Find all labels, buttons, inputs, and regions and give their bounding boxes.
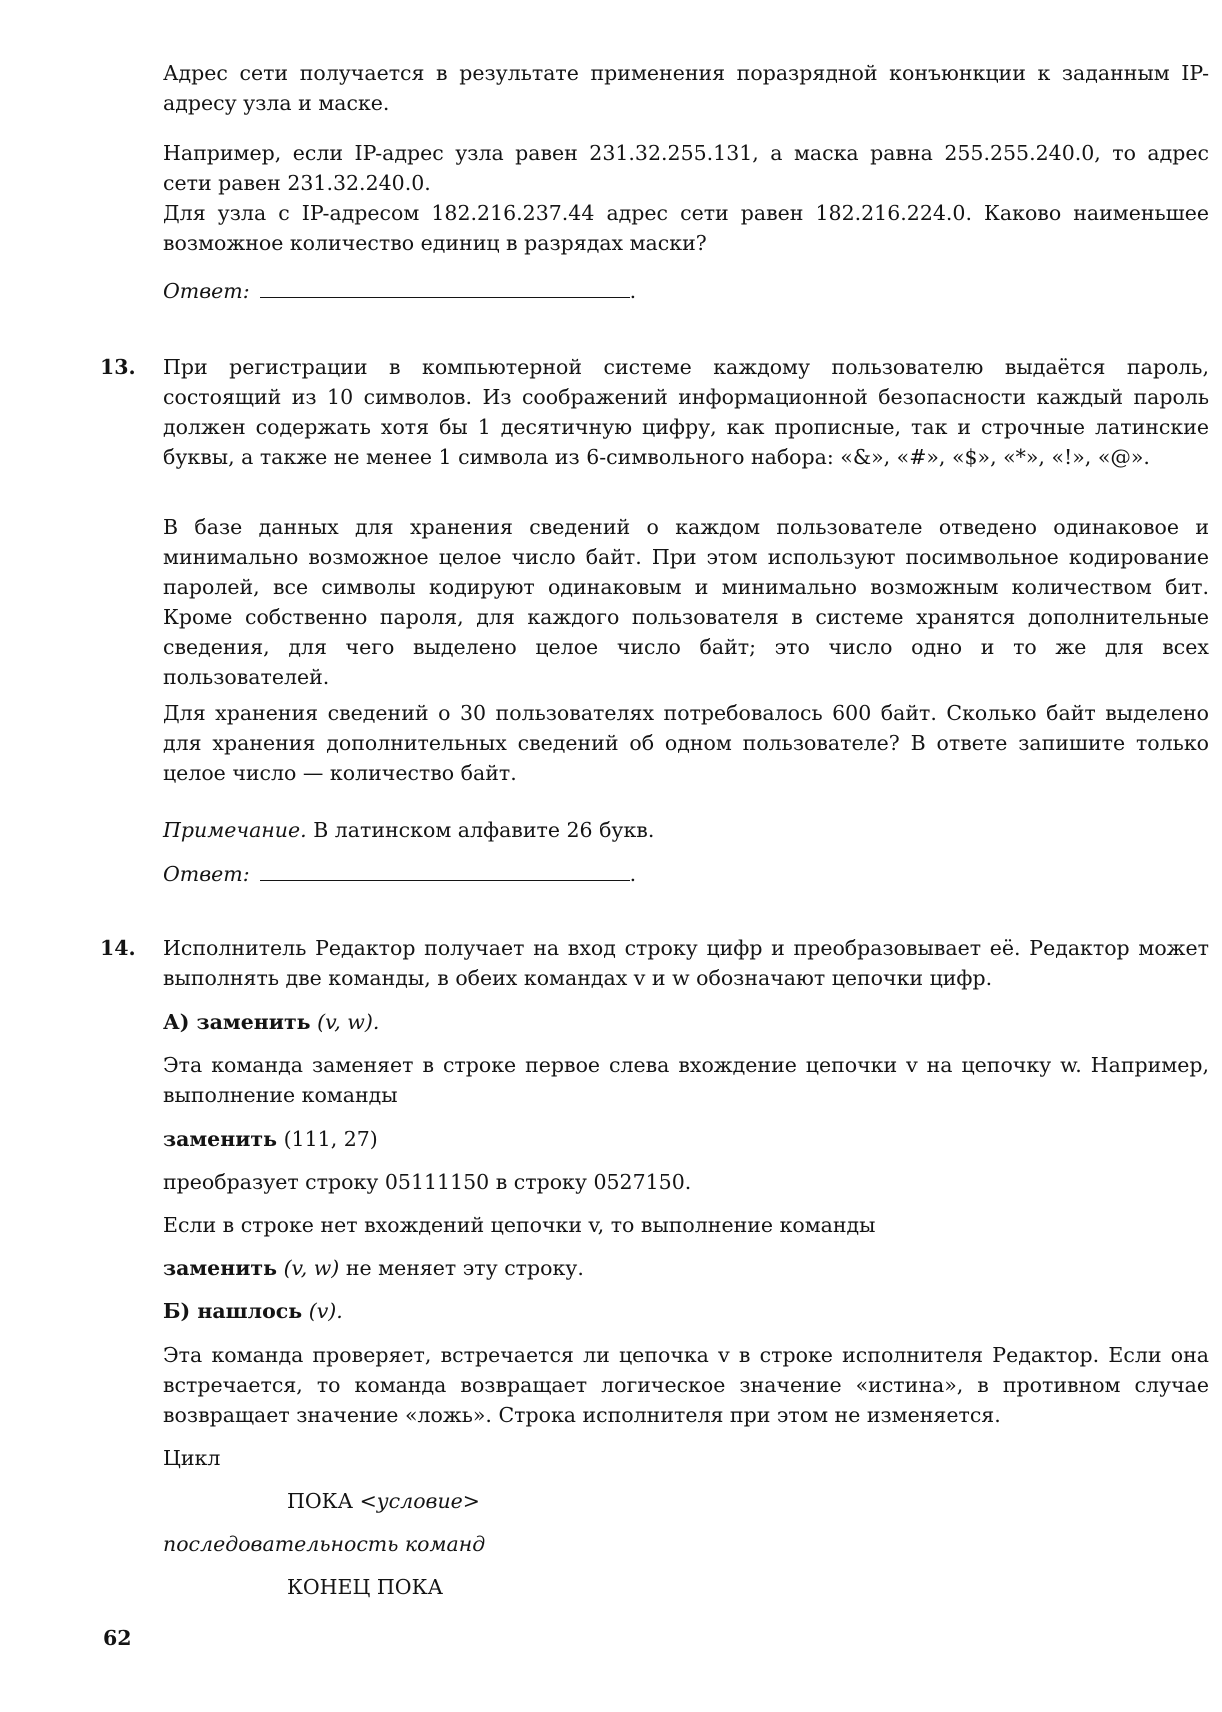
task12-paragraph-1: Адрес сети получается в результате применения поразрядной конъюнкции к заданным IP-адресу узла и маске.	[163, 61, 1209, 115]
answer-field[interactable]	[260, 275, 630, 298]
answer-label: Ответ:	[163, 279, 250, 303]
answer-field[interactable]	[260, 858, 630, 881]
page-number: 62	[103, 1626, 132, 1650]
task14-paragraph-1: Исполнитель Редактор получает на вход строку цифр и преобразовывает её. Редактор может выполнять две команды, в обеих командах v и w обозначают цепочки цифр.	[163, 936, 1209, 990]
task13-note	[163, 815, 1209, 845]
task13-paragraph-1: При регистрации в компьютерной системе каждому пользователю выдаётся пароль, состоящий из 10 символов. Из соображений информационной безопасности каждый пароль должен содержать хотя бы 1 десятичную цифру, как прописные, так и строчные латинские буквы, а также не менее 1 символа из 6-символьного набора: «&», «#», «$», «*», «!», «@».	[163, 355, 1209, 469]
loop-body: последовательность команд	[163, 1532, 486, 1556]
task14-paragraph-2: Эта команда заменяет в строке первое слева вхождение цепочки v на цепочку w. Например, выполнение команды	[163, 1053, 1209, 1107]
task14-paragraph-6: Эта команда проверяет, встречается ли цепочка v в строке исполнителя Редактор. Если она встречается, то команда возвращает логическое значение «истина», в противном случае возвращает значение «ложь». Строка исполнителя при этом не изменяется.	[163, 1343, 1209, 1427]
task14-paragraph-3: преобразует строку 05111150 в строку 0527150.	[163, 1170, 692, 1194]
task14-command-a: А) заменить (v, w).	[163, 1010, 380, 1034]
task12-example: Например, если IP-адрес узла равен 231.32.255.131, а маска равна 255.255.240.0, то адрес сети равен 231.32.240.0.	[163, 141, 1209, 195]
task13-paragraph-3: Для хранения сведений о 30 пользователях потребовалось 600 байт. Сколько байт выделено для хранения дополнительных сведений об одном пользователе? В ответе запишите только целое число — количество байт.	[163, 701, 1209, 785]
note-text: В латинском алфавите 26 букв.	[306, 818, 655, 842]
task14-paragraph-4: Если в строке нет вхождений цепочки v, то выполнение команды	[163, 1213, 876, 1237]
task12-question: Для узла с IP-адресом 182.216.237.44 адрес сети равен 182.216.224.0. Каково наименьшее возможное количество единиц в разрядах маски?	[163, 201, 1209, 255]
task14-example-command: заменить (111, 27)	[163, 1127, 378, 1151]
task14-paragraph-5: заменить (v, w) не меняет эту строку.	[163, 1256, 584, 1280]
command-name: нашлось	[197, 1299, 303, 1323]
loop-while: ПОКА <условие>	[287, 1489, 480, 1513]
note-label: Примечание.	[163, 818, 307, 842]
task14-command-b: Б) нашлось (v).	[163, 1299, 343, 1323]
task14-number: 14.	[100, 936, 136, 960]
task13-number: 13.	[100, 355, 136, 379]
task12-answer: Ответ: .	[163, 275, 1209, 306]
task13-answer: Ответ: .	[163, 858, 1209, 889]
answer-label: Ответ:	[163, 862, 250, 886]
task13-paragraph-2: В базе данных для хранения сведений о каждом пользователе отведено одинаковое и минимально возможное целое число байт. При этом используют посимвольное кодирование паролей, все символы кодируют одинаковым и минимально возможным количеством бит. Кроме собственно пароля, для каждого пользователя в системе хранятся дополнительные сведения, для чего выделено целое число байт; это число одно и то же для всех пользователей.	[163, 515, 1209, 689]
loop-end: КОНЕЦ ПОКА	[287, 1575, 443, 1599]
loop-label: Цикл	[163, 1446, 221, 1470]
command-name: заменить	[196, 1010, 311, 1034]
